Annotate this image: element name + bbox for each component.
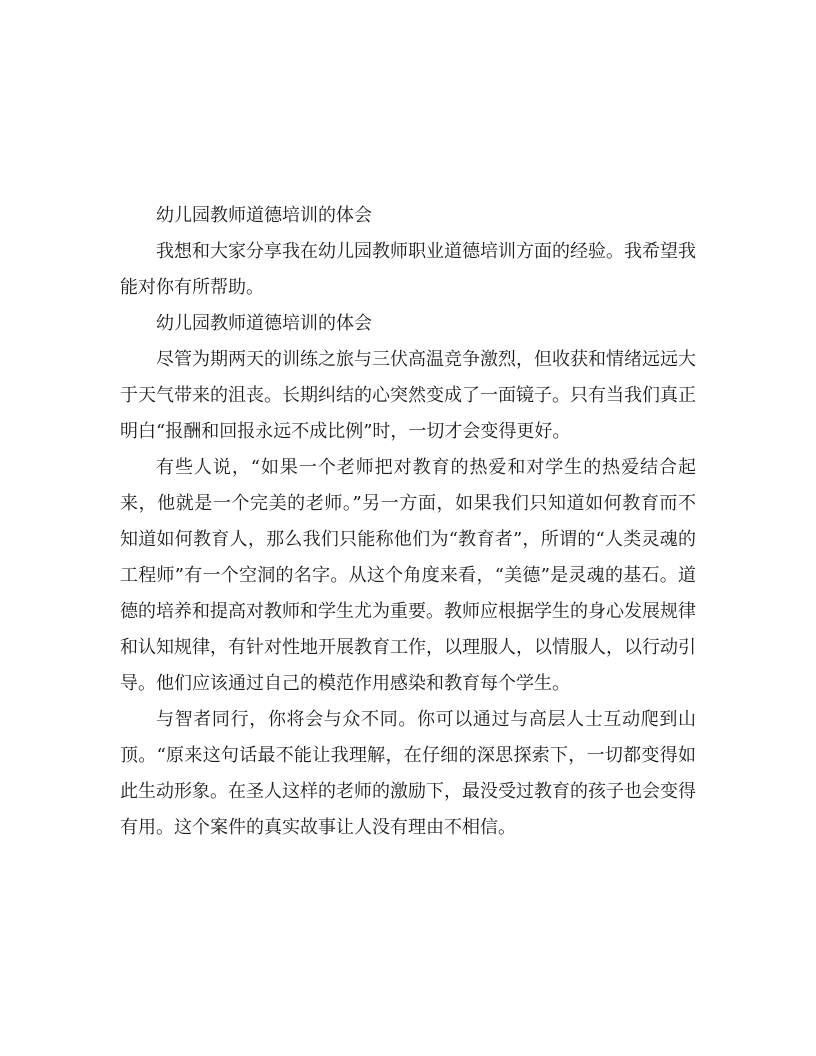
document-title: 幼儿园教师道德培训的体会 bbox=[156, 205, 372, 226]
body-paragraph: 与智者同行，你将会与众不同。你可以通过与高层人士互动爬到山顶。“原来这句话最不能让我理解，在仔细的深思探索下，一切都变得如此生动形象。在圣人这样的老师的激励下，最没受过教育的孩子也会变得有用。这个案件的真实故事让人没有理由不相信。 bbox=[120, 709, 696, 838]
body-paragraph: 尽管为期两天的训练之旅与三伏高温竞争激烈，但收获和情绪远远大于天气带来的沮丧。长期纠结的心突然变成了一面镜子。只有当我们真正明白“报酬和回报永远不成比例”时，一切才会变得更好。 bbox=[120, 349, 696, 442]
intro-paragraph: 我想和大家分享我在幼儿园教师职业道德培训方面的经验。我希望我能对你有所帮助。 bbox=[120, 241, 696, 298]
document-body bbox=[120, 198, 696, 846]
body-paragraph: 有些人说，“如果一个老师把对教育的热爱和对学生的热爱结合起来，他就是一个完美的老师。”另一方面，如果我们只知道如何教育而不知道如何教育人，那么我们只能称他们为“教育者”，所谓的“人类灵魂的工程师”有一个空洞的名字。从这个角度来看，“美德”是灵魂的基石。道德的培养和提高对教师和学生尤为重要。教师应根据学生的身心发展规律和认知规律，有针对性地开展教育工作，以理服人，以情服人，以行动引导。他们应该通过自己的模范作用感染和教育每个学生。 bbox=[120, 457, 696, 694]
section-heading: 幼儿园教师道德培训的体会 bbox=[156, 313, 372, 334]
